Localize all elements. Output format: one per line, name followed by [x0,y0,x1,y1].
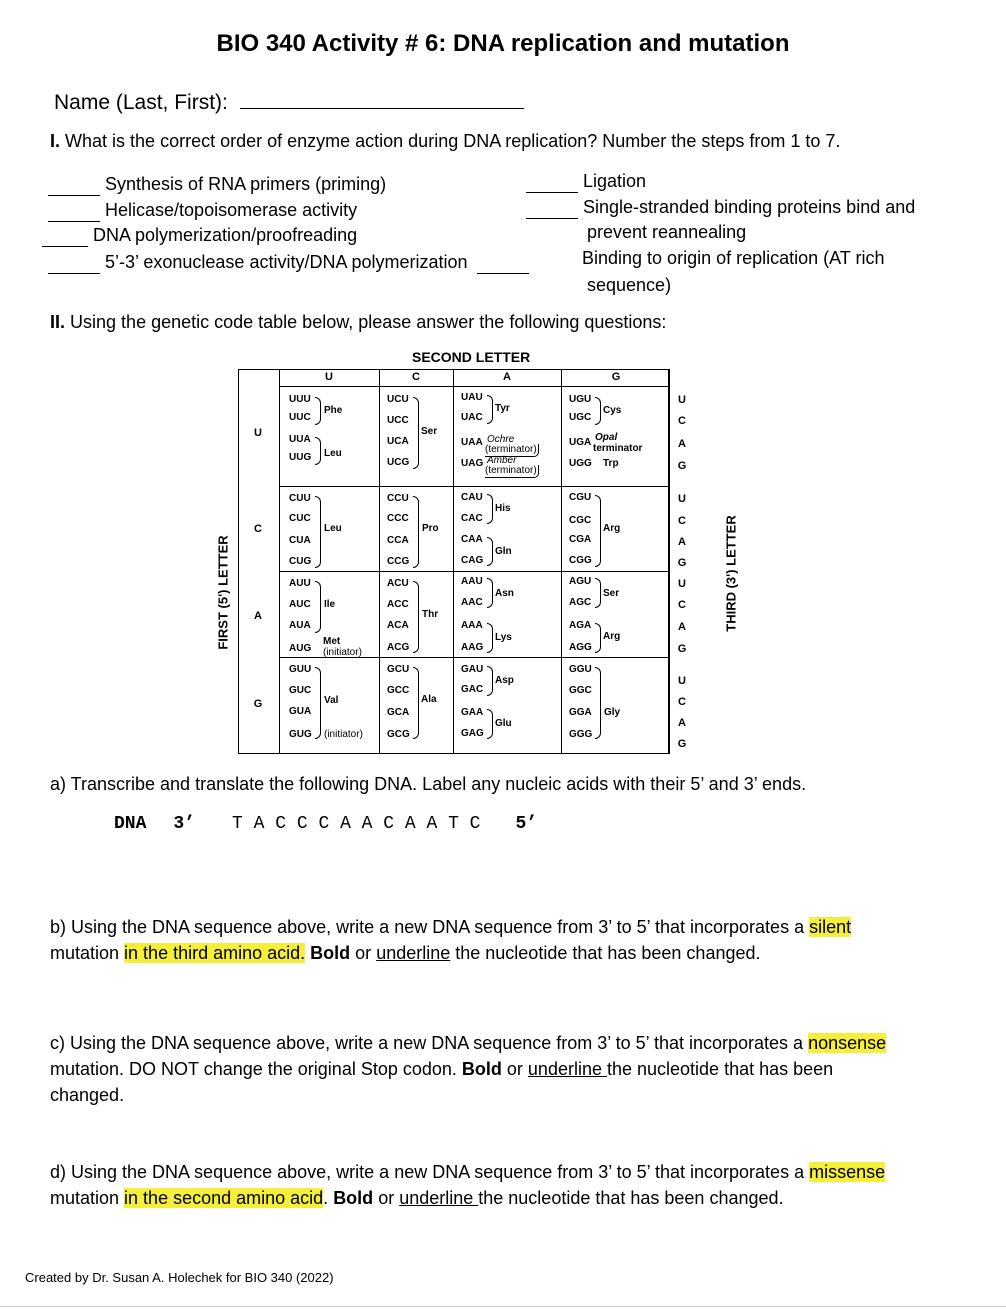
third-letter-label: THIRD (3') LETTER [723,515,739,632]
question-d: d) Using the DNA sequence above, write a new DNA sequence from 3’ to 5’ that incorporates a missense mutation in the second amino acid. Bold or underline the nucleotide that has been changed. [50,1162,886,1208]
dna-5prime: 5’ [515,814,538,834]
question-prompt: What is the correct order of enzyme action during DNA replication? Number the steps from 1 to 7. [65,131,841,151]
name-line [54,88,524,115]
second-letter-label: SECOND LETTER [412,349,531,365]
answer-blank[interactable] [526,171,578,193]
answer-blank[interactable] [48,252,100,274]
highlight-nonsense: nonsense [808,1033,887,1053]
question-1 [50,131,840,152]
step-right-3: Binding to origin of replication (AT rich [582,248,885,268]
step-right-2: Single-stranded binding proteins bind and [526,197,915,219]
question-number: I. [50,131,61,151]
highlight-third-amino-acid: in the third amino acid. [124,943,306,963]
step-left-1: Synthesis of RNA primers (priming) [48,174,386,196]
step-right-2-cont: prevent reannealing [587,222,747,242]
first-letter-c: C [254,523,262,535]
dna-sequence-line [114,812,537,834]
dna-3prime: 3’ [173,814,196,834]
question-b: b) Using the DNA sequence above, write a new DNA sequence from 3’ to 5’ that incorporates a silent mutation in the third amino acid. Bold or underline the nucleotide that has been changed. [50,917,852,963]
page-bottom-divider [0,1306,1006,1307]
highlight-missense: missense [809,1162,886,1182]
second-letter-u: U [325,371,333,383]
second-letter-c: C [412,371,420,383]
dna-sequence: T A C C C A A C A A T C [232,814,481,834]
first-letter-u: U [254,427,262,439]
name-label: Name (Last, First): [54,91,228,114]
question-2: II. Using the genetic code table below, please answer the following questions: [50,312,667,332]
highlight-second-amino-acid: in the second amino acid [124,1188,324,1208]
answer-blank[interactable] [526,197,578,219]
second-letter-a: A [503,371,511,383]
step-right-3-cont: sequence) [587,275,672,295]
footer-credit: Created by Dr. Susan A. Holechek for BIO 340 (2022) [25,1270,334,1285]
page-title: BIO 340 Activity # 6: DNA replication and mutation [216,30,790,57]
answer-blank[interactable] [42,225,88,247]
first-letter-a: A [254,610,262,622]
highlight-silent: silent [809,917,852,937]
step-right-1: Ligation [526,171,646,193]
question-c: c) Using the DNA sequence above, write a new DNA sequence from 3’ to 5’ that incorporates a nonsense mutation. DO NOT change the original Stop codon. Bold or underline the nucleotide that has been changed. [50,1033,887,1105]
question-a: a) Transcribe and translate the following DNA. Label any nucleic acids with their 5’ and 3’ ends. [50,774,807,794]
answer-blank[interactable] [48,174,100,196]
answer-blank[interactable] [48,200,100,222]
genetic-code-table: U C A G U C A G UUU UUC Phe UUA UUG Leu UCU UCC UCA UCG Ser UAU UAC Tyr UAA Ochre (terminator) UAG Amber (terminator) UGU UGC Cys UGA Opal terminator UGG Trp CUU CUC CUA CUG Leu CCU CCC CCA CCG Pro CAU CAC His CAA CAG Gln CGU CGC CGA CGG Arg AUU AUC AUA Ile AUG Met (initiator) ACU ACC ACA ACG Thr AAU AAC Asn AAA AAG Lys AGU AGC Ser AGA AGG Arg GUU GUC GUA GUG Val (initiator) GCU GCC GCA GCG Ala GAU GAC Asp GAA GAG Glu GGU GGC GGA GGG Gly U C A G U C A G U C A G U C A G [238,369,670,754]
second-letter-g: G [611,371,621,383]
dna-label: DNA [114,814,147,834]
answer-blank[interactable] [477,252,529,274]
first-letter-label: FIRST (5') LETTER [215,535,231,650]
step-left-2: Helicase/topoisomerase activity [48,200,357,222]
step-left-4: 5’-3’ exonuclease activity/DNA polymerization [48,252,529,274]
first-letter-g: G [253,698,263,710]
name-blank[interactable] [240,88,524,109]
step-left-3: DNA polymerization/proofreading [42,225,357,247]
